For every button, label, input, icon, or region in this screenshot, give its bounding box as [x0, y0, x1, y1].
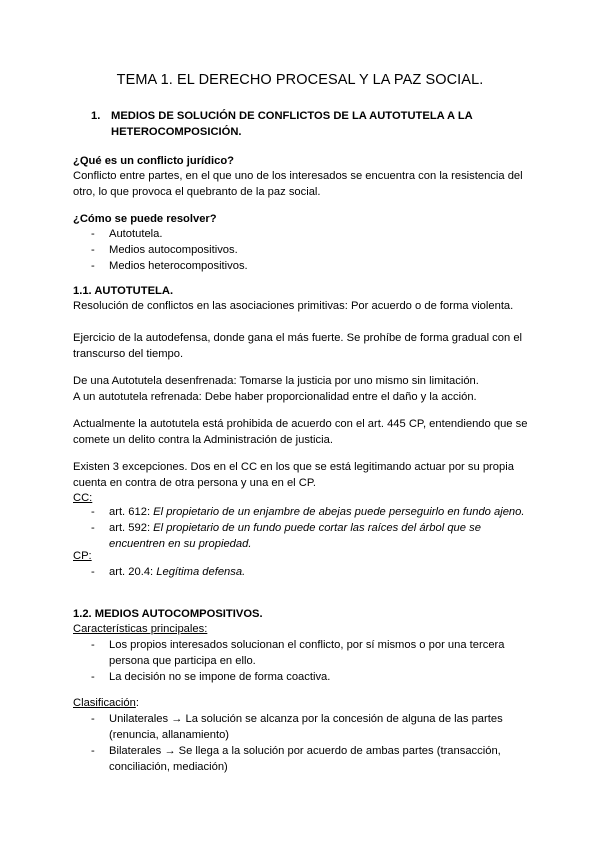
q1-text: Conflicto entre partes, en el que uno de los interesados se encuentra con la resistencia del otro, lo que provoca el quebranto de la paz social. [73, 170, 523, 198]
section-1-number: 1. [91, 110, 101, 122]
q1-heading: ¿Qué es un conflicto jurídico? [73, 155, 234, 167]
s11-paragraph-3b: A un autotutela refrenada: Debe haber proporcionalidad entre el daño y la acción. [73, 391, 477, 403]
list-item: - Autotutela. [91, 228, 163, 240]
section-1-2-heading: 1.2. MEDIOS AUTOCOMPOSITIVOS. [73, 608, 263, 620]
page-title: TEMA 1. EL DERECHO PROCESAL Y LA PAZ SOCIAL. [116, 72, 484, 88]
classification-list [73, 711, 553, 775]
section-1-heading [91, 108, 511, 140]
s11-paragraph-5: Existen 3 excepciones. Dos en el CC en los que se está legitimando actuar por su propia cuenta en contra de otra persona y una en el CP. [73, 461, 514, 489]
q2-heading: ¿Cómo se puede resolver? [73, 213, 217, 225]
list-item: - Medios autocompositivos. [91, 244, 238, 256]
list-item: - art. 592: El propietario de un fundo puede cortar las raíces del árbol que se encuentren en su propiedad. [91, 522, 481, 550]
classification-label: Clasificación: [73, 697, 139, 709]
list-item: - Bilaterales → Se llega a la solución por acuerdo de ambas partes (transacción, conciliación, mediación) [91, 745, 501, 773]
cp-list [73, 564, 533, 580]
list-item: - art. 612: El propietario de un enjambre de abejas puede perseguirlo en fundo ajeno. [91, 506, 525, 518]
s11-paragraph-3a: De una Autotutela desenfrenada: Tomarse la justicia por uno mismo sin limitación. [73, 375, 479, 387]
list-item: - La decisión no se impone de forma coactiva. [91, 671, 331, 683]
section-1-1-heading: 1.1. AUTOTUTELA. [73, 285, 174, 297]
cp-label: CP: [73, 550, 92, 562]
list-item: - art. 20.4: Legítima defensa. [91, 566, 246, 578]
section-1-title: MEDIOS DE SOLUCIÓN DE CONFLICTOS DE LA AUTOTUTELA A LA HETEROCOMPOSICIÓN. [111, 110, 473, 138]
s11-paragraph-1: Resolución de conflictos en las asociaciones primitivas: Por acuerdo o de forma violenta. [73, 300, 514, 312]
s11-paragraph-2: Ejercicio de la autodefensa, donde gana el más fuerte. Se prohíbe de forma gradual con el transcurso del tiempo. [73, 332, 523, 360]
characteristics-label: Características principales: [73, 623, 208, 635]
s11-paragraph-4: Actualmente la autotutela está prohibida de acuerdo con el art. 445 CP, entendiendo que se comete un delito contra la Administración de justicia. [73, 418, 528, 446]
cc-label: CC: [73, 492, 93, 504]
list-item: - Los propios interesados solucionan el conflicto, por sí mismos o por una tercera persona que participa en ello. [91, 639, 505, 667]
cc-list [73, 504, 533, 552]
q2-list [73, 226, 533, 274]
list-item: - Medios heterocompositivos. [91, 260, 248, 272]
list-item: - Unilaterales → La solución se alcanza por la concesión de alguna de las partes (renuncia, allanamiento) [91, 713, 503, 741]
characteristics-list [73, 637, 553, 685]
